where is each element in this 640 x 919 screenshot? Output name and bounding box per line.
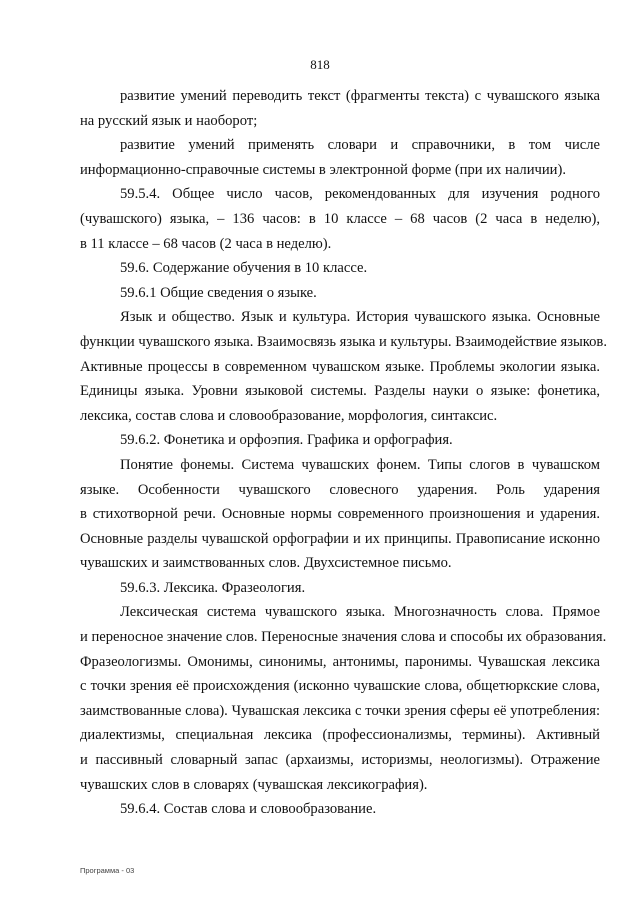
text-line: языке. Особенности чувашского словесного ударения. Роль ударения [80,481,600,498]
text-line: 59.6.1 Общие сведения о языке. [120,284,317,301]
text-line: в 11 классе – 68 часов (2 часа в неделю). [80,235,332,252]
text-line: Активные процессы в современном чувашском языке. Проблемы экологии языка. [80,358,600,375]
text-line: Единицы языка. Уровни языковой системы. Разделы науки о языке: фонетика, [80,383,600,400]
text-line: Основные разделы чувашской орфографии и их принципы. Правописание исконно [80,530,600,547]
text-line: Понятие фонемы. Система чувашских фонем. Типы слогов в чувашском [120,456,600,473]
footer-program-label: Программа - 03 [80,866,135,875]
text-line: 59.6. Содержание обучения в 10 классе. [120,260,368,277]
paragraph-lexical-system [80,600,607,797]
text-line: и пассивный словарный запас (архаизмы, историзмы, неологизмы). Отражение [80,752,600,769]
text-line: и переносное значение слов. Переносные значения слова и способы их образования. [80,629,607,646]
text-line: 59.5.4. Общее число часов, рекомендованных для изучения родного [120,186,600,203]
paragraph-translation-skills [80,84,600,133]
text-line: 59.6.4. Состав слова и словообразование. [120,801,377,818]
text-line: в стихотворной речи. Основные нормы современного произношения и ударения. [80,506,600,523]
text-line: 59.6.2. Фонетика и орфоэпия. Графика и орфография. [120,432,453,449]
document-body [80,84,607,822]
text-line: Язык и общество. Язык и культура. История чувашского языка. Основные [120,309,600,326]
section-heading-content-grade-10 [80,256,600,281]
text-line: развитие умений применять словари и справочники, в том числе [120,137,600,154]
section-heading-word-formation [80,797,600,822]
text-line: на русский язык и наоборот; [80,112,258,129]
section-heading-general-info [80,281,600,306]
section-heading-phonetics [80,428,600,453]
text-line: 59.6.3. Лексика. Фразеология. [120,579,306,596]
text-line: развитие умений переводить текст (фрагменты текста) с чувашского языка [120,88,600,104]
text-line: чувашских слов в словарях (чувашская лексикография). [80,776,428,793]
paragraph-hours [80,182,600,256]
text-line: функции чувашского языка. Взаимосвязь языка и культуры. Взаимодействие языков. [80,333,607,350]
text-line: диалектизмы, специальная лексика (профессионализмы, термины). Активный [80,727,600,744]
paragraph-dictionary-skills [80,133,600,182]
section-heading-lexicon [80,576,600,601]
text-line: (чувашского) языка, – 136 часов: в 10 классе – 68 часов (2 часа в неделю), [80,210,600,227]
text-line: информационно-справочные системы в электронной форме (при их наличии). [80,161,566,178]
text-line: Лексическая система чувашского языка. Многозначность слова. Прямое [120,604,600,621]
paragraph-language-society [80,305,607,428]
page-number: 818 [310,57,330,72]
text-line: с точки зрения её происхождения (исконно чувашские слова, общетюркские слова, [80,678,600,695]
text-line: Фразеологизмы. Омонимы, синонимы, антонимы, паронимы. Чувашская лексика [80,653,600,670]
paragraph-phonemes [80,453,600,576]
text-line: чувашских и заимствованных слов. Двухсистемное письмо. [80,555,452,572]
text-line: заимствованные слова). Чувашская лексика с точки зрения сферы её употребления: [80,702,600,719]
text-line: лексика, состав слова и словообразование, морфология, синтаксис. [80,407,498,424]
